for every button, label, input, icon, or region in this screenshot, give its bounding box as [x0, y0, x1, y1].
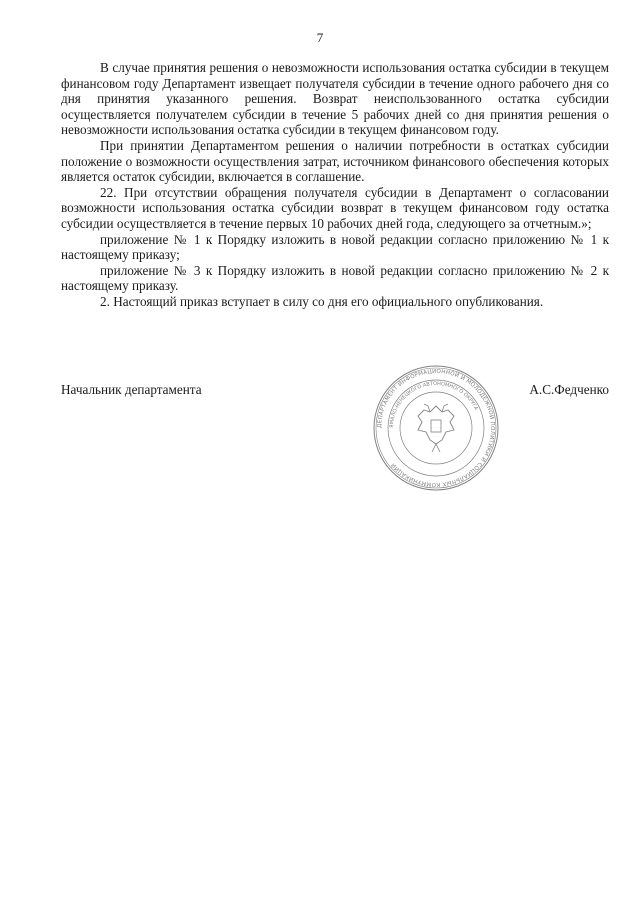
- seal-outer-text: ДЕПАРТАМЕНТ ИНФОРМАЦИОННОЙ И МОЛОДЁЖНОЙ ПОЛИТИКИ И СОЦИАЛЬНЫХ КОММУНИКАЦИЙ: [376, 368, 496, 488]
- svg-text:ЯМАЛО-НЕНЕЦКОГО АВТОНОМНОГО ОК: [389, 381, 479, 428]
- signatory-name: А.С.Федченко: [529, 382, 609, 397]
- paragraph-entry-into-force: 2. Настоящий приказ вступает в силу со дня его официального опубликования.: [100, 293, 544, 309]
- document-body: [61, 60, 609, 310]
- page-number: 7: [316, 30, 324, 45]
- paragraph-return-procedure: В случае принятия решения о невозможности использования остатка субсидии в текущем финансовом году Департамент извещает получателя субсидии в течение одного рабочего дня со дня принятия указанного решения. Возврат неиспользованного остатка субсидии осуществляется получателем субсидии в течение 5 рабочих дней со дня принятия решения о невозможности использования остатка субсидии в текущем финансовом году.: [61, 60, 609, 138]
- paragraph-remaining-need: При принятии Департаментом решения о наличии потребности в остатках субсидии положение о возможности осуществления затрат, источником финансового обеспечения которых является остаток субсидии, включается в соглашение.: [61, 137, 609, 185]
- paragraph-appendix-1: приложение № 1 к Порядку изложить в новой редакции согласно приложению № 1 к настоящему приказу;: [61, 231, 609, 263]
- seal-inner-text: ЯМАЛО-НЕНЕЦКОГО АВТОНОМНОГО ОКРУГА: [388, 380, 479, 429]
- signatory-title: Начальник департамента: [61, 382, 202, 397]
- paragraph-appendix-3: приложение № 3 к Порядку изложить в новой редакции согласно приложению № 2 к настоящему приказу.: [61, 262, 609, 294]
- official-seal: [372, 362, 500, 494]
- paragraph-clause-22: 22. При отсутствии обращения получателя субсидии в Департамент о согласовании возможности использования остатка субсидии возврат в текущем финансовом году остатка субсидии осуществляется в течение первых 10 рабочих дней года, следующего за отчетным.»;: [61, 184, 609, 231]
